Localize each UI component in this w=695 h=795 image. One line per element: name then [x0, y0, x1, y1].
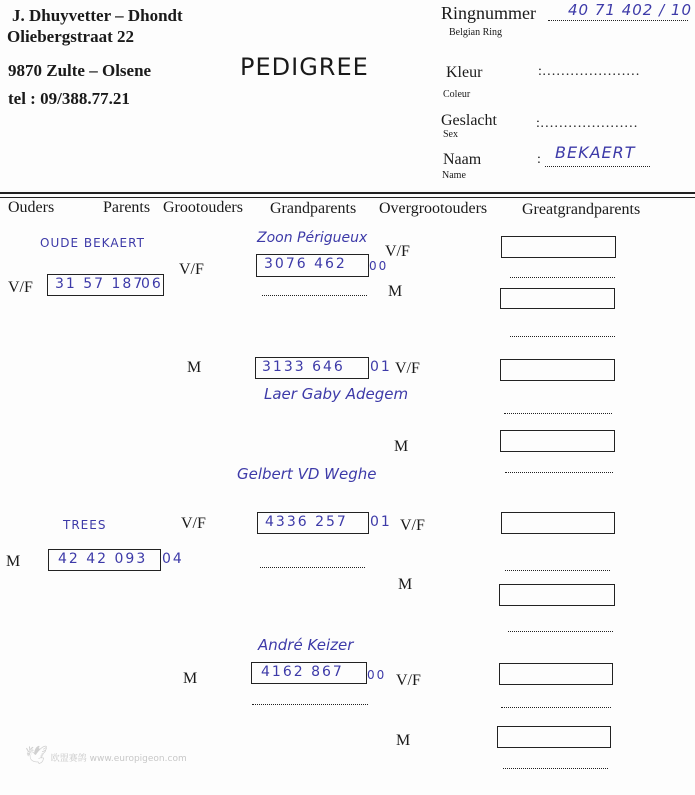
- ggp7-sex: M: [396, 732, 411, 749]
- sex-label: Geslacht: [441, 112, 497, 129]
- name-sub: Name: [442, 170, 466, 181]
- breeder-name: J. Dhuyvetter – Dhondt: [12, 6, 183, 25]
- gp0-dots: [262, 295, 367, 296]
- ring-dots: [548, 20, 688, 21]
- gp3-dots: [252, 704, 368, 705]
- ggp6-dots: [501, 707, 611, 708]
- col-overgrootouders: Overgrootouders: [379, 200, 488, 217]
- colour-value: :…………………: [538, 64, 640, 79]
- ggp6-sex: V/F: [396, 672, 421, 689]
- name-prefix: :: [537, 152, 541, 167]
- ggp2-sex: V/F: [395, 360, 420, 377]
- gp2-dots: [260, 567, 365, 568]
- ggp2-ring-box: [500, 359, 615, 381]
- ggp5-sex: M: [398, 576, 413, 593]
- gp3-ring: 4162 867: [261, 664, 344, 680]
- ring-label: Ringnummer: [441, 3, 536, 23]
- father-note: OUDE BEKAERT: [40, 236, 145, 250]
- col-grandparents: Grandparents: [270, 200, 357, 217]
- gp0-note: Zoon Périgueux: [257, 230, 368, 246]
- colour-sub: Coleur: [443, 89, 471, 100]
- sex-sub: Sex: [443, 129, 458, 140]
- gp1-note: Laer Gaby Adegem: [264, 385, 409, 403]
- ggp4-ring-box: [501, 512, 615, 534]
- mother-note: TREES: [63, 518, 107, 532]
- gp2-year: 01: [370, 514, 392, 530]
- gp1-sex: M: [187, 359, 202, 376]
- ggp1-sex: M: [388, 283, 403, 300]
- ggp3-ring-box: [500, 430, 615, 452]
- ggp5-ring-box: [499, 584, 615, 606]
- watermark-text: 欧盟赛鸽 www.europigeon.com: [50, 754, 187, 764]
- ggp4-dots: [505, 570, 610, 571]
- gp0-ring: 3076 462: [264, 256, 347, 272]
- ggp7-dots: [503, 768, 608, 769]
- ggp1-dots: [510, 336, 615, 337]
- sex-value: :…………………: [536, 116, 638, 131]
- ggp2-dots: [504, 413, 612, 414]
- father-year: 06: [141, 276, 163, 292]
- gp3-sex: M: [183, 670, 198, 687]
- mother-ring: 42 42 093: [58, 551, 148, 567]
- breeder-city: 9870 Zulte – Olsene: [8, 61, 152, 80]
- ggp0-sex: V/F: [385, 243, 410, 260]
- father-ring: 31 57 187: [55, 276, 145, 292]
- father-sex: V/F: [8, 279, 33, 296]
- ggp3-dots: [505, 472, 613, 473]
- watermark: [25, 745, 187, 766]
- ggp0-dots: [510, 277, 615, 278]
- name-dots: [545, 166, 650, 167]
- ggp5-dots: [508, 631, 613, 632]
- col-greatgrandparents: Greatgrandparents: [522, 201, 641, 218]
- col-grootouders: Grootouders: [163, 199, 243, 216]
- ggp1-ring-box: [500, 288, 615, 309]
- mother-sex: M: [6, 553, 21, 570]
- gp1-ring: 3133 646: [262, 359, 345, 375]
- ggp0-ring-box: [501, 236, 616, 258]
- ggp4-sex: V/F: [400, 517, 425, 534]
- gp1-year: 01: [370, 359, 392, 375]
- ring-sub: Belgian Ring: [449, 27, 503, 38]
- ring-value: 40 71 402 / 10: [568, 1, 693, 19]
- name-value: BEKAERT: [555, 143, 636, 162]
- gp3-year: 00: [367, 668, 387, 682]
- page-title: PEDIGREE: [240, 53, 369, 81]
- colour-label: Kleur: [446, 64, 483, 81]
- bird-icon: 🕊: [25, 745, 48, 766]
- gp0-sex: V/F: [179, 261, 204, 278]
- gp2-note: Gelbert VD Weghe: [237, 465, 377, 483]
- gp3-note: André Keizer: [258, 636, 354, 654]
- breeder-tel: tel : 09/388.77.21: [8, 89, 130, 108]
- gp2-ring: 4336 257: [265, 514, 348, 530]
- name-label: Naam: [443, 151, 482, 168]
- ggp7-ring-box: [497, 726, 611, 748]
- ggp6-ring-box: [499, 663, 613, 685]
- breeder-street: Oliebergstraat 22: [7, 27, 134, 46]
- col-ouders: Ouders: [8, 199, 55, 216]
- header-rule-bottom: [0, 197, 695, 198]
- ggp3-sex: M: [394, 438, 409, 455]
- gp0-year: 00: [369, 259, 389, 273]
- gp2-sex: V/F: [181, 515, 206, 532]
- mother-year: 04: [162, 551, 184, 567]
- col-parents: Parents: [103, 199, 151, 216]
- header-rule-top: [0, 192, 695, 194]
